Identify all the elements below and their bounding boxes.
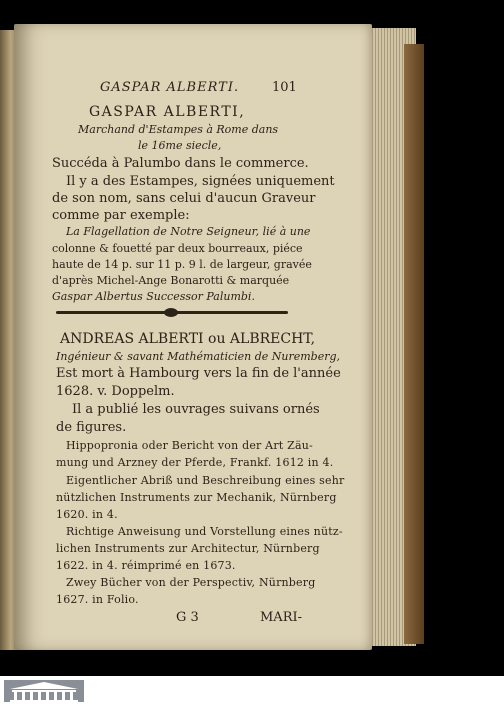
entry1-line: Il y a des Estampes, signées uniquement <box>66 174 335 189</box>
page-number: 101 <box>272 80 297 95</box>
entry2-work-line: 1627. in Folio. <box>56 593 139 606</box>
entry2-work-line: Richtige Anweisung und Vorstellung eines nütz- <box>66 525 343 538</box>
entry2-work-line: Hippopronia oder Bericht von der Art Zäu- <box>66 439 313 452</box>
library-building-icon <box>4 680 84 702</box>
entry1-line: de son nom, sans celui d'aucun Graveur <box>52 191 316 206</box>
entry2-line: de figures. <box>56 420 127 435</box>
entry2-line: Il a publié les ouvrages suivans ornés <box>72 402 320 417</box>
entry1-example-line: haute de 14 p. sur 11 p. 9 l. de largeur, gravée <box>52 258 312 271</box>
section-divider <box>56 311 288 314</box>
running-title: GASPAR ALBERTI. <box>100 80 240 95</box>
entry1-line: comme par exemple: <box>52 208 190 223</box>
entry2-work-line: mung und Arzney der Pferde, Frankf. 1612 in 4. <box>56 456 334 469</box>
entry2-name: ANDREAS ALBERTI ou ALBRECHT, <box>60 331 316 347</box>
entry2-line: 1628. v. Doppelm. <box>56 384 175 399</box>
entry1-role-line2: le 16me siecle, <box>138 139 222 152</box>
entry2-work-line: Zwey Bücher von der Perspectiv, Nürnberg <box>66 576 316 589</box>
entry1-example-line: colonne & fouetté par deux bourreaux, piéce <box>52 242 303 255</box>
entry2-work-line: 1620. in 4. <box>56 508 118 521</box>
entry1-line: Succéda à Palumbo dans le commerce. <box>52 156 309 171</box>
entry2-line: Est mort à Hambourg vers la fin de l'année <box>56 366 341 381</box>
book-cover-edge <box>404 44 424 644</box>
entry1-example-line: Gaspar Albertus Successor Palumbi. <box>52 290 255 303</box>
entry1-role-line1: Marchand d'Estampes à Rome dans <box>78 123 279 136</box>
entry2-work-line: 1622. in 4. réimprimé en 1673. <box>56 559 236 572</box>
catchword: MARI- <box>260 610 303 625</box>
entry2-work-line: Eigentlicher Abriß und Beschreibung eines sehr <box>66 474 345 487</box>
entry2-work-line: nützlichen Instruments zur Mechanik, Nürnberg <box>56 491 337 504</box>
entry1-example-line: La Flagellation de Notre Seigneur, lié à une <box>66 225 311 238</box>
entry2-role: Ingénieur & savant Mathématicien de Nuremberg, <box>56 350 341 363</box>
entry1-name: GASPAR ALBERTI, <box>89 104 246 120</box>
entry2-work-line: lichen Instruments zur Architectur, Nürnberg <box>56 542 320 555</box>
signature-mark: G 3 <box>176 610 199 625</box>
entry1-example-line: d'après Michel-Ange Bonarotti & marquée <box>52 274 290 287</box>
